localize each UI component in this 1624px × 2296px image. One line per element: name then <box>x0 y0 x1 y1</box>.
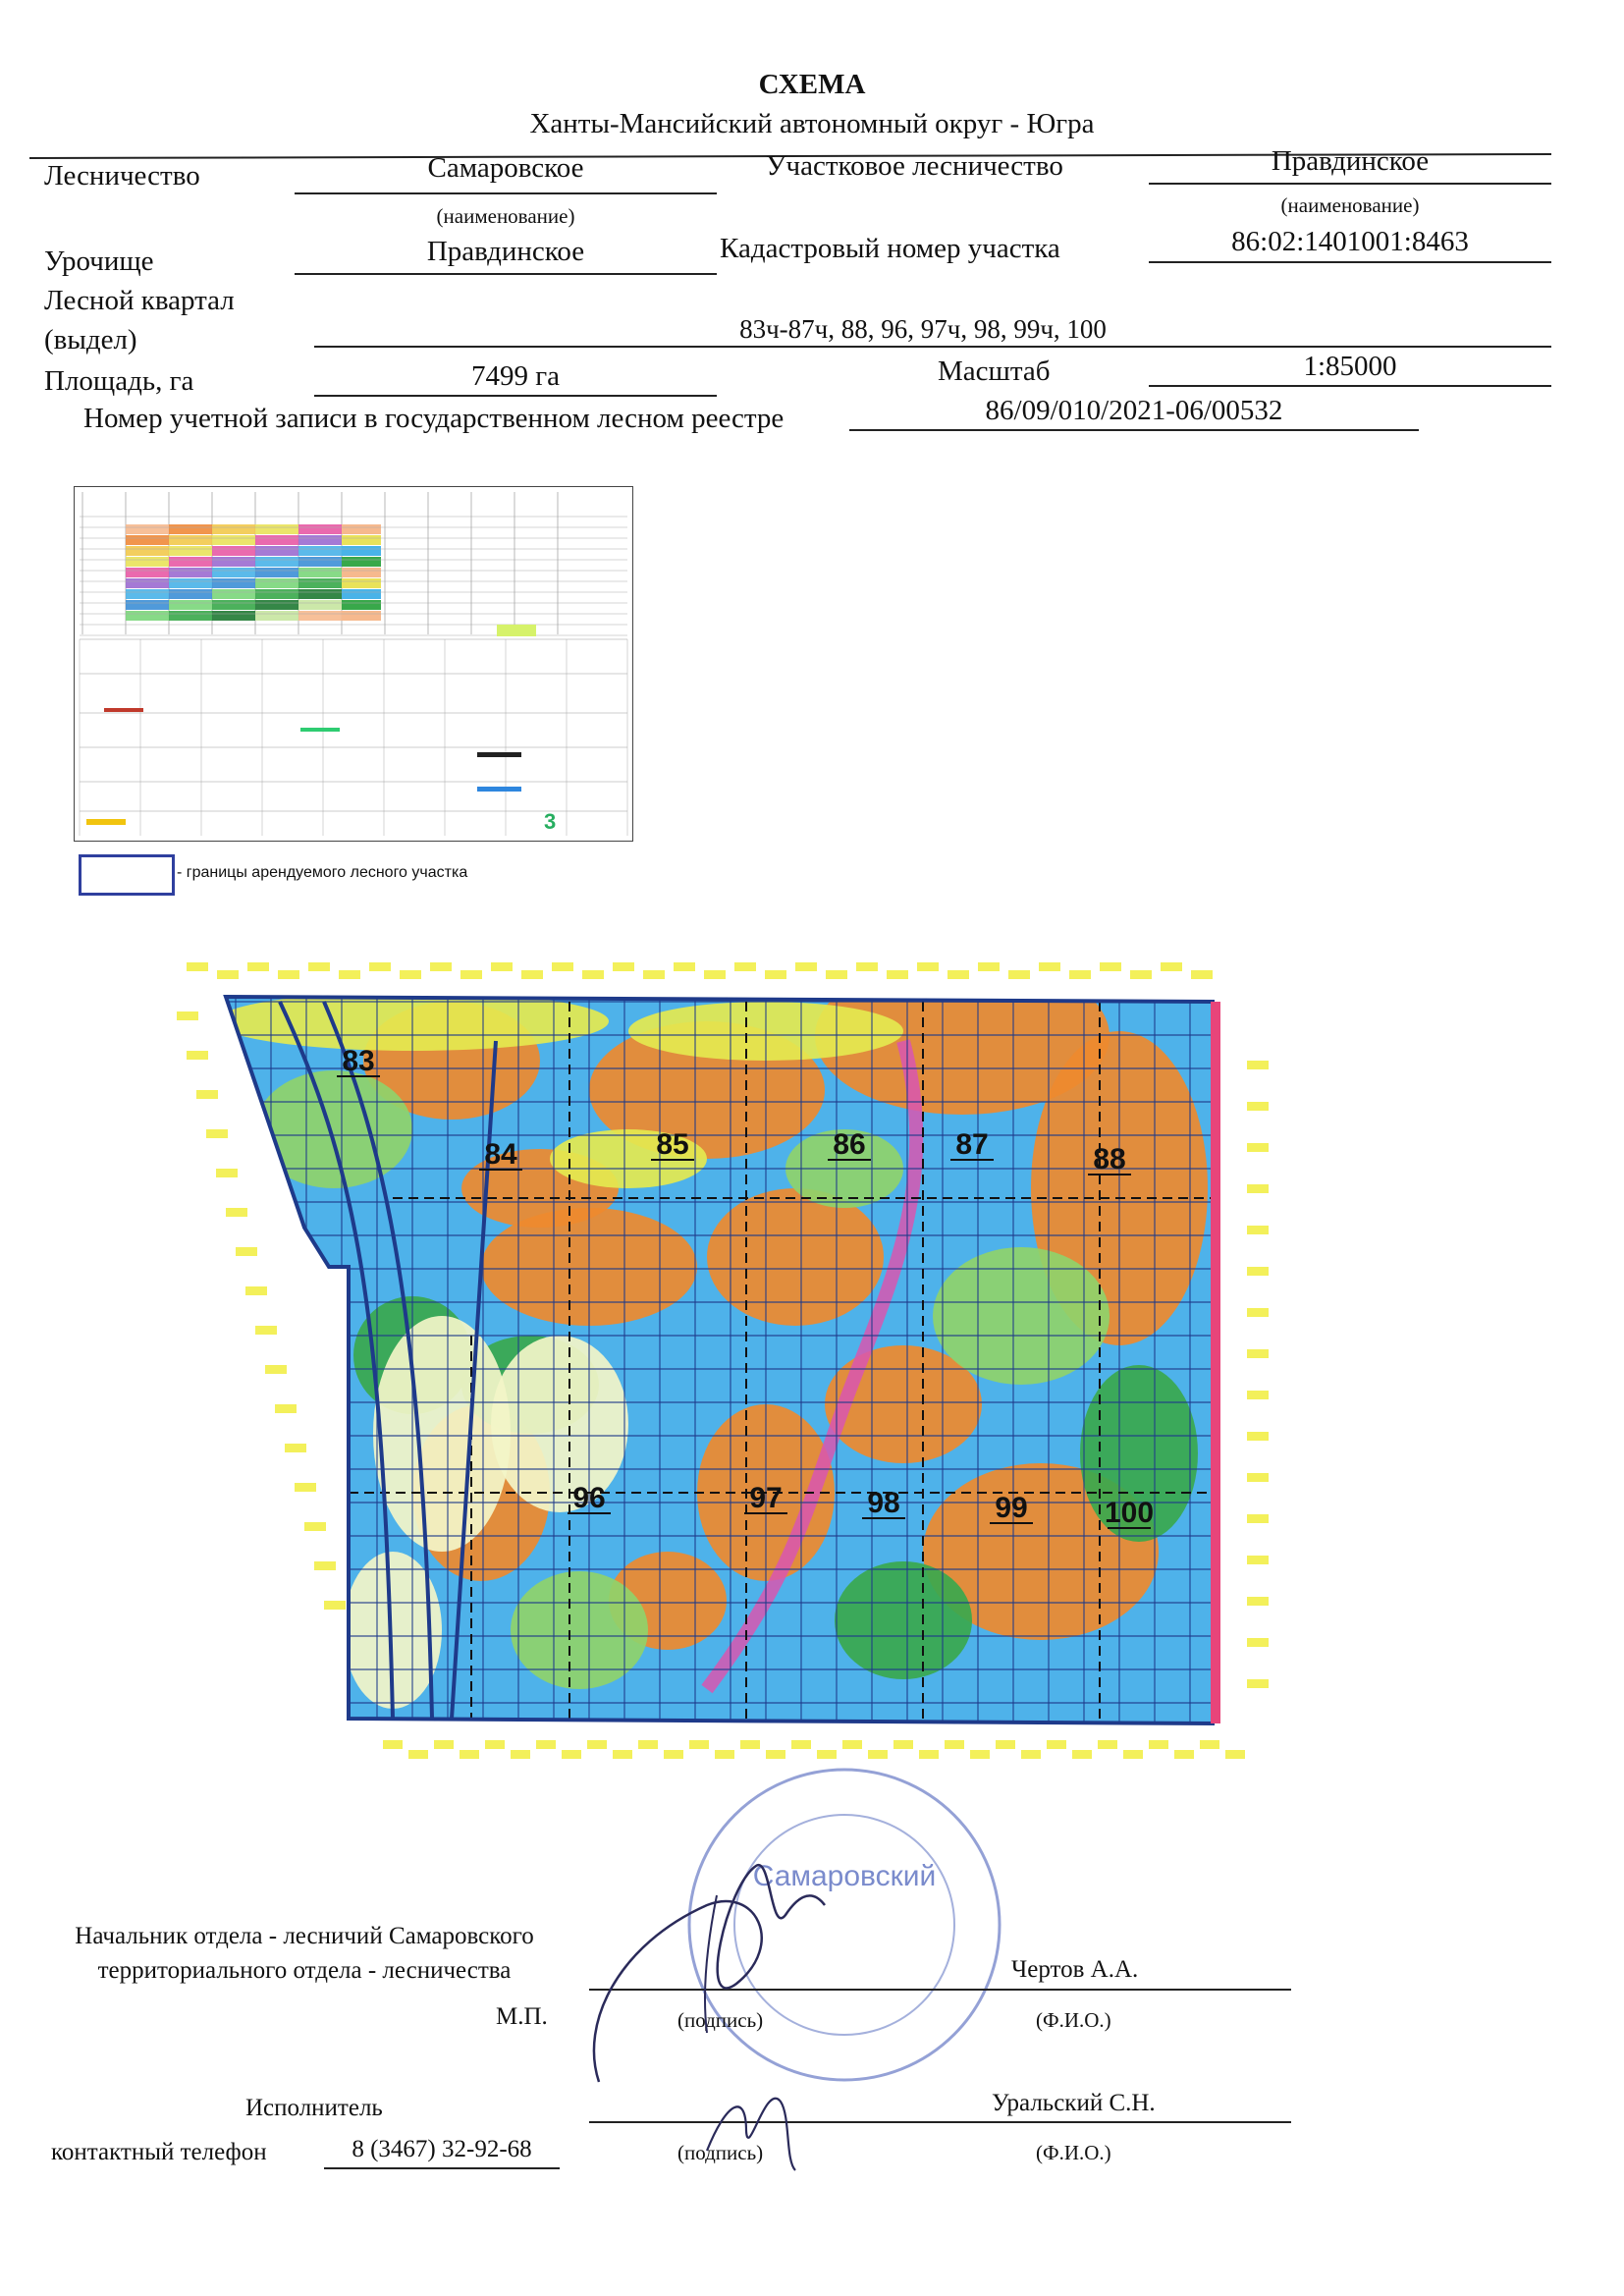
forest-map <box>157 943 1394 1768</box>
quarter-label-86: 86 <box>833 1128 866 1161</box>
quarter-label: Лесной квартал <box>44 285 235 316</box>
phone-label: контактный телефон <box>51 2139 267 2165</box>
district-underline <box>1149 183 1551 185</box>
legend-grid <box>75 487 632 841</box>
registry-underline <box>849 429 1419 431</box>
quarter-label-83: 83 <box>342 1045 375 1077</box>
registry-label: Номер учетной записи в государственном лесном реестре <box>83 403 785 434</box>
scale-value: 1:85000 <box>1303 351 1397 382</box>
forestry-underline <box>295 192 717 194</box>
tract-label: Урочище <box>44 246 154 277</box>
forestry-hint: (наименование) <box>436 204 575 228</box>
cadastral-value: 86:02:1401001:8463 <box>1231 226 1469 257</box>
signer-name-2: Уральский С.Н. <box>992 2090 1156 2116</box>
fio-hint-2: (Ф.И.О.) <box>1036 2141 1111 2164</box>
area-label: Площадь, га <box>44 365 194 397</box>
registry-value: 86/09/010/2021-06/00532 <box>985 395 1283 426</box>
quarter-label-98: 98 <box>867 1487 900 1519</box>
tract-underline <box>295 273 717 275</box>
quarter-label-88: 88 <box>1093 1143 1126 1175</box>
quarter-label-87: 87 <box>955 1128 989 1161</box>
document-title: СХЕМА <box>758 69 866 100</box>
signer-name-1: Чертов А.А. <box>1011 1956 1139 1983</box>
signature-hint-2: (подпись) <box>677 2141 764 2164</box>
position-line-2: территориального отдела - лесничества <box>97 1957 512 1984</box>
quarter-label-96: 96 <box>572 1482 606 1514</box>
scale-label: Масштаб <box>938 355 1051 387</box>
area-underline <box>314 395 717 397</box>
signature-hint-1: (подпись) <box>677 2008 764 2032</box>
tract-value: Правдинское <box>426 236 585 267</box>
cadastral-label: Кадастровый номер участка <box>720 233 1060 264</box>
quarter-label-100: 100 <box>1104 1497 1155 1529</box>
handwritten-signature-2 <box>687 2062 825 2180</box>
region-name: Ханты-Мансийский автономный округ - Югра <box>529 108 1095 139</box>
phone-value: 8 (3467) 32-92-68 <box>352 2136 532 2162</box>
forestry-label: Лесничество <box>44 160 200 191</box>
quarter-value: 83ч-87ч, 88, 96, 97ч, 98, 99ч, 100 <box>739 314 1107 344</box>
legend-table <box>74 486 633 842</box>
boundary-legend-swatch <box>79 854 175 896</box>
quarter-sublabel: (выдел) <box>44 324 137 355</box>
cadastral-underline <box>1149 261 1551 263</box>
quarter-label-84: 84 <box>484 1138 517 1171</box>
position-line-1: Начальник отдела - лесничий Самаровского <box>75 1923 534 1949</box>
area-value: 7499 га <box>470 360 561 392</box>
district-label: Участковое лесничество <box>766 150 1063 182</box>
quarter-label-97: 97 <box>749 1482 783 1514</box>
district-hint: (наименование) <box>1280 193 1420 217</box>
district-value: Правдинское <box>1271 145 1430 177</box>
stamp-label: Самаровский <box>752 1860 937 1892</box>
phone-underline <box>324 2167 560 2169</box>
mp-label: М.П. <box>496 2003 548 2030</box>
forestry-value: Самаровское <box>427 152 584 184</box>
scale-underline <box>1149 385 1551 387</box>
boundary-legend-text: - границы арендуемого лесного участка <box>177 864 468 881</box>
quarter-underline <box>314 346 1551 348</box>
executor-label: Исполнитель <box>245 2095 383 2121</box>
fio-hint-1: (Ф.И.О.) <box>1036 2008 1111 2032</box>
svg-text:3: 3 <box>544 809 557 834</box>
quarter-label-99: 99 <box>995 1492 1028 1524</box>
quarter-label-85: 85 <box>656 1128 689 1161</box>
